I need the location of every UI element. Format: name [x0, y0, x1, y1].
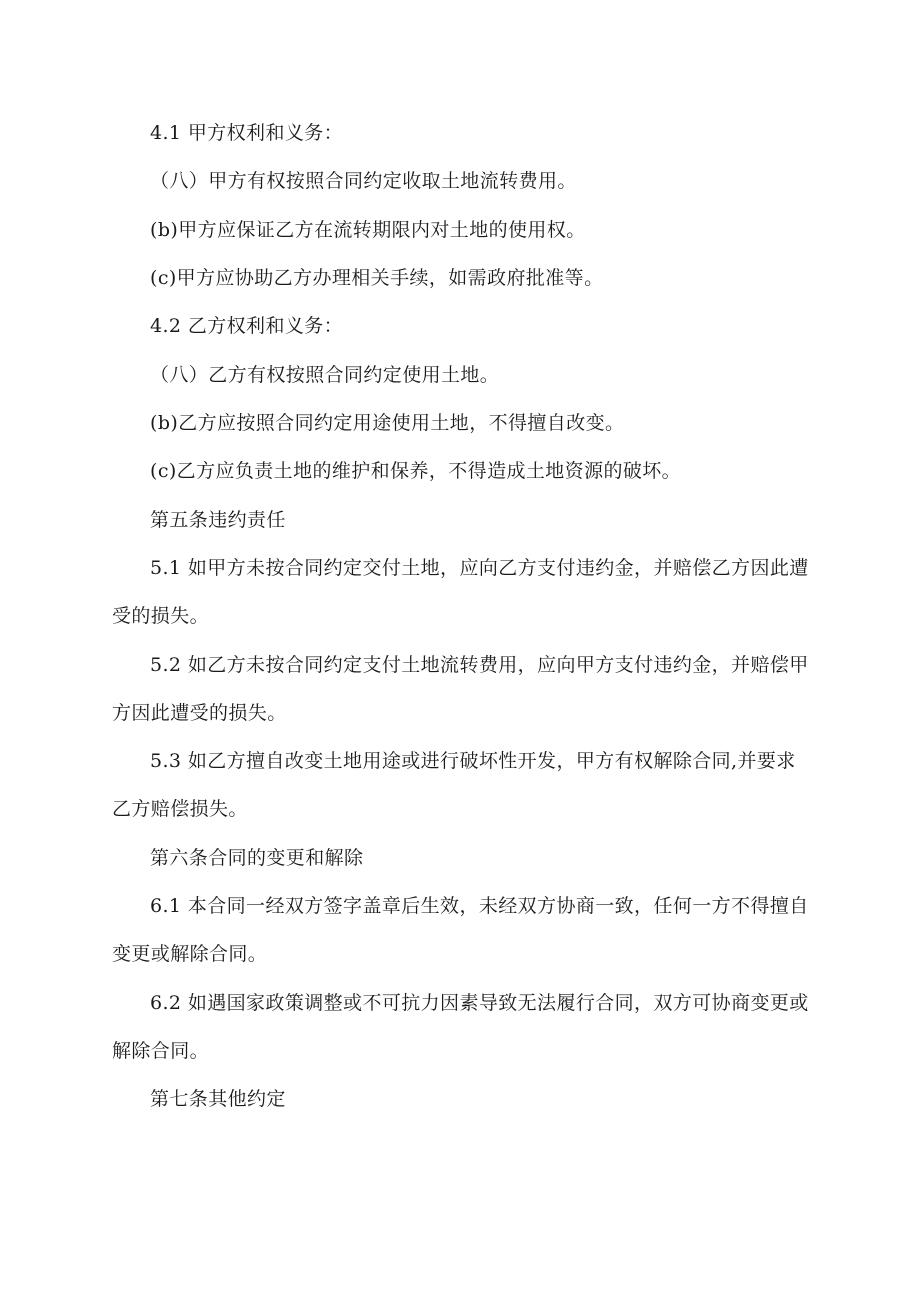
clause-5-3: 5.3 如乙方擅自改变土地用途或进行破坏性开发，甲方有权解除合同,并要求乙方赔偿损失。 [112, 750, 796, 820]
clause-6-1: 6.1 本合同一经双方签字盖章后生效，未经双方协商一致，任何一方不得擅自变更或解除合同。 [112, 895, 809, 965]
section-4-2-heading: 4.2 乙方权利和义务： [150, 315, 344, 337]
clause-4-2-b: (b)乙方应按照合同约定用途使用土地，不得擅自改变。 [150, 412, 625, 434]
section-4-1-heading: 4.1 甲方权利和义务： [150, 122, 344, 144]
clause-6-2: 6.2 如遇国家政策调整或不可抗力因素导致无法履行合同，双方可协商变更或解除合同。 [112, 992, 809, 1062]
clause-5-2: 5.2 如乙方未按合同约定支付土地流转费用，应向甲方支付违约金，并赔偿甲方因此遭受的损失。 [112, 654, 809, 724]
clause-4-1-b: (b)甲方应保证乙方在流转期限内对土地的使用权。 [150, 219, 586, 241]
clause-4-1-a: （八）甲方有权按照合同约定收取土地流转费用。 [150, 170, 577, 192]
article-5-heading: 第五条违约责任 [150, 509, 286, 531]
clause-4-2-c: (c)乙方应负责土地的维护和保养，不得造成土地资源的破坏。 [150, 460, 682, 482]
article-7-heading: 第七条其他约定 [150, 1088, 286, 1110]
clause-4-2-a: （八）乙方有权按照合同约定使用土地。 [150, 364, 500, 386]
clause-5-1: 5.1 如甲方未按合同约定交付土地，应向乙方支付违约金，并赔偿乙方因此遭受的损失。 [112, 557, 809, 627]
clause-4-1-c: (c)甲方应协助乙方办理相关手续，如需政府批准等。 [150, 267, 604, 289]
article-6-heading: 第六条合同的变更和解除 [150, 847, 364, 869]
